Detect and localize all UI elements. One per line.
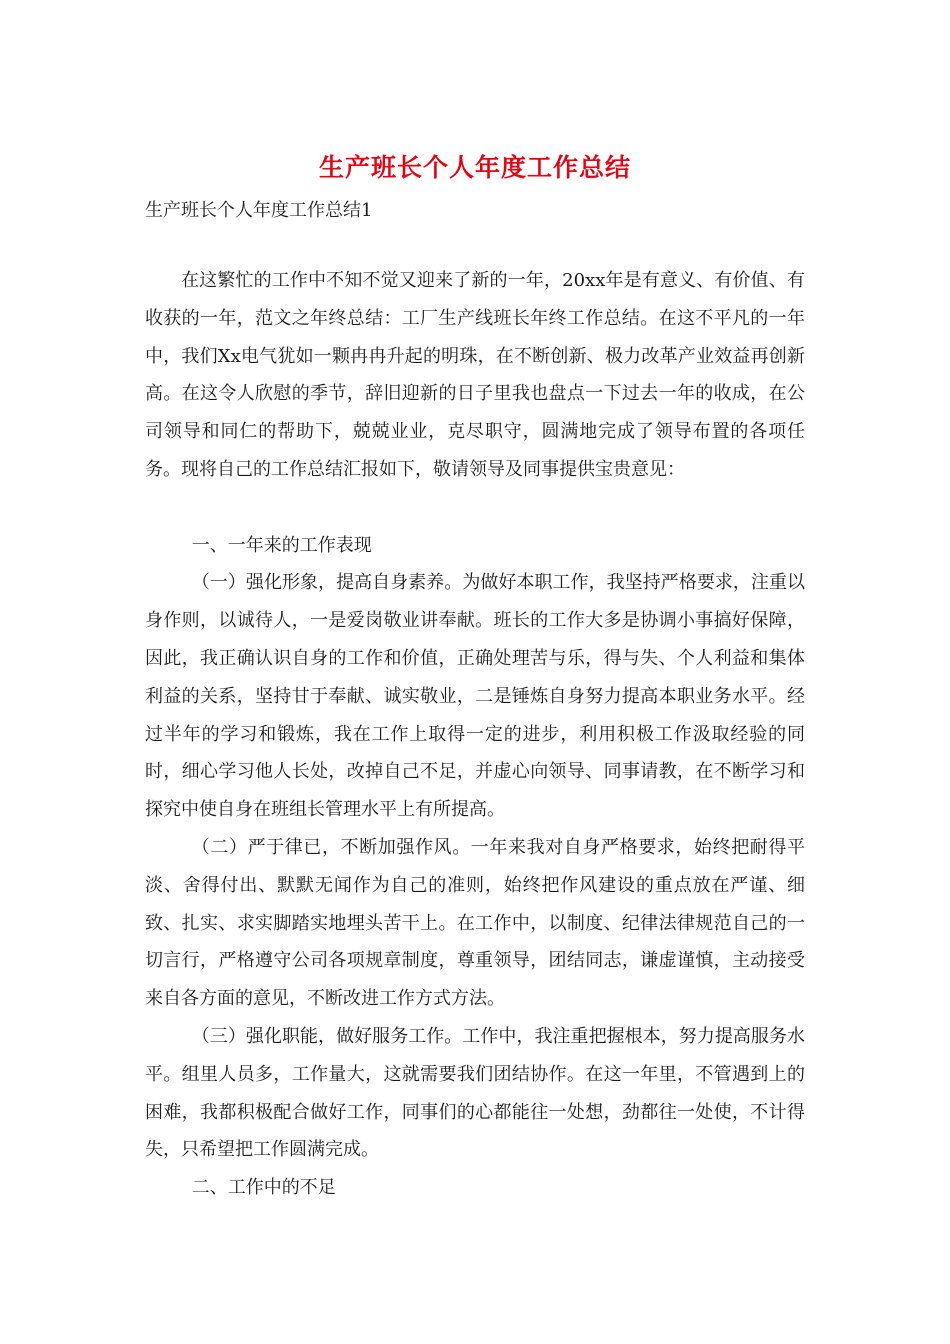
section1-paragraph-3: （三）强化职能，做好服务工作。工作中，我注重把握根本，努力提高服务水平。组里人员多，工作量大，这就需要我们团结协作。在这一年里，不管遇到上的困难，我都积极配合做好工作，同事们的心都能往一处想，劲都往一处使，不计得失，只希望把工作圆满完成。 (145, 1025, 805, 1161)
section1-paragraph-1: （一）强化形象，提高自身素养。为做好本职工作，我坚持严格要求，注重以身作则，以诚待人，一是爱岗敬业讲奉献。班长的工作大多是协调小事搞好保障，因此，我正确认识自身的工作和价值，正确处理苦与乐，得与失、个人利益和集体利益的关系，坚持甘于奉献、诚实敬业，二是锤炼自身努力提高本职业务水平。经过半年的学习和锻炼，我在工作上取得一定的进步，利用积极工作汲取经验的同时，细心学习他人长处，改掉自己不足，并虚心向领导、同事请教，在不断学习和探究中使自身在班组长管理水平上有所提高。 (145, 572, 805, 821)
section-heading-1: 一、一年来的工作表现 (191, 534, 372, 556)
section1-paragraph-2: （二）严于律已，不断加强作风。一年来我对自身严格要求，始终把耐得平淡、舍得付出、默默无闻作为自己的准则，始终把作风建设的重点放在严谨、细致、扎实、求实脚踏实地埋头苦干上。在工作中，以制度、纪律法律规范自己的一切言行，严格遵守公司各项规章制度，尊重领导，团结同志，谦虚谨慎，主动接受来自各方面的意见，不断改进工作方式方法。 (145, 836, 805, 1010)
intro-paragraph: 在这繁忙的工作中不知不觉又迎来了新的一年，20xx年是有意义、有价值、有收获的一年，范文之年终总结：工厂生产线班长年终工作总结。在这不平凡的一年中，我们Xx电气犹如一颗冉冉升起的明珠，在不断创新、极力改革产业效益再创新高。在这令人欣慰的季节，辞旧迎新的日子里我也盘点一下过去一年的收成，在公司领导和同仁的帮助下，兢兢业业，克尽职守，圆满地完成了领导布置的各项任务。现将自己的工作总结汇报如下，敬请领导及同事提供宝贵意见： (145, 270, 805, 480)
document-subtitle: 生产班长个人年度工作总结1 (145, 200, 373, 221)
document-title: 生产班长个人年度工作总结 (318, 153, 631, 182)
section-heading-2: 二、工作中的不足 (191, 1177, 336, 1199)
paragraph-spacer (145, 489, 805, 527)
document-body (145, 262, 805, 1207)
